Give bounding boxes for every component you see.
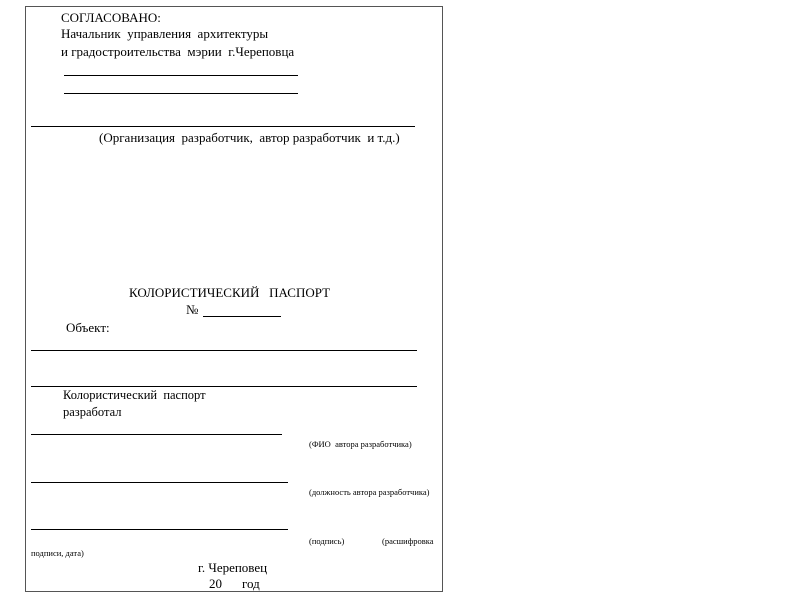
footer-year-suffix: год <box>242 576 260 591</box>
developer-organization-line <box>31 126 415 127</box>
passport-number-label: № <box>186 302 199 317</box>
object-line-2 <box>31 386 417 387</box>
developed-by-line1: Колористический паспорт <box>63 388 206 402</box>
signature-line <box>31 529 288 530</box>
approval-signature-line-1 <box>64 75 298 76</box>
document-page <box>25 6 443 592</box>
object-line-1 <box>31 350 417 351</box>
author-position-line <box>31 482 288 483</box>
approval-signature-line-2 <box>64 93 298 94</box>
passport-number-line <box>203 316 281 317</box>
developer-organization-caption: (Организация разработчик, автор разработчик и т.д.) <box>99 130 400 145</box>
document-title: КОЛОРИСТИЧЕСКИЙ ПАСПОРТ <box>129 285 331 300</box>
signature-decode-caption: (расшифровка <box>382 536 434 546</box>
signature-caption: (подпись) <box>309 536 345 546</box>
author-fio-line <box>31 434 282 435</box>
footer-year-prefix: 20 <box>209 576 222 591</box>
developed-by-line2: разработал <box>63 405 122 419</box>
footer-city: г. Череповец <box>198 560 268 575</box>
author-position-caption: (должность автора разработчика) <box>309 487 430 497</box>
signature-decode-caption-cont: подписи, дата) <box>31 548 84 558</box>
author-fio-caption: (ФИО автора разработчика) <box>309 439 412 449</box>
object-label: Объект: <box>66 320 110 335</box>
approval-position-line1: Начальник управления архитектуры <box>61 26 269 41</box>
approval-heading: СОГЛАСОВАНО: <box>61 10 161 25</box>
approval-position-line2: и градостроительства мэрии г.Череповца <box>61 44 295 59</box>
